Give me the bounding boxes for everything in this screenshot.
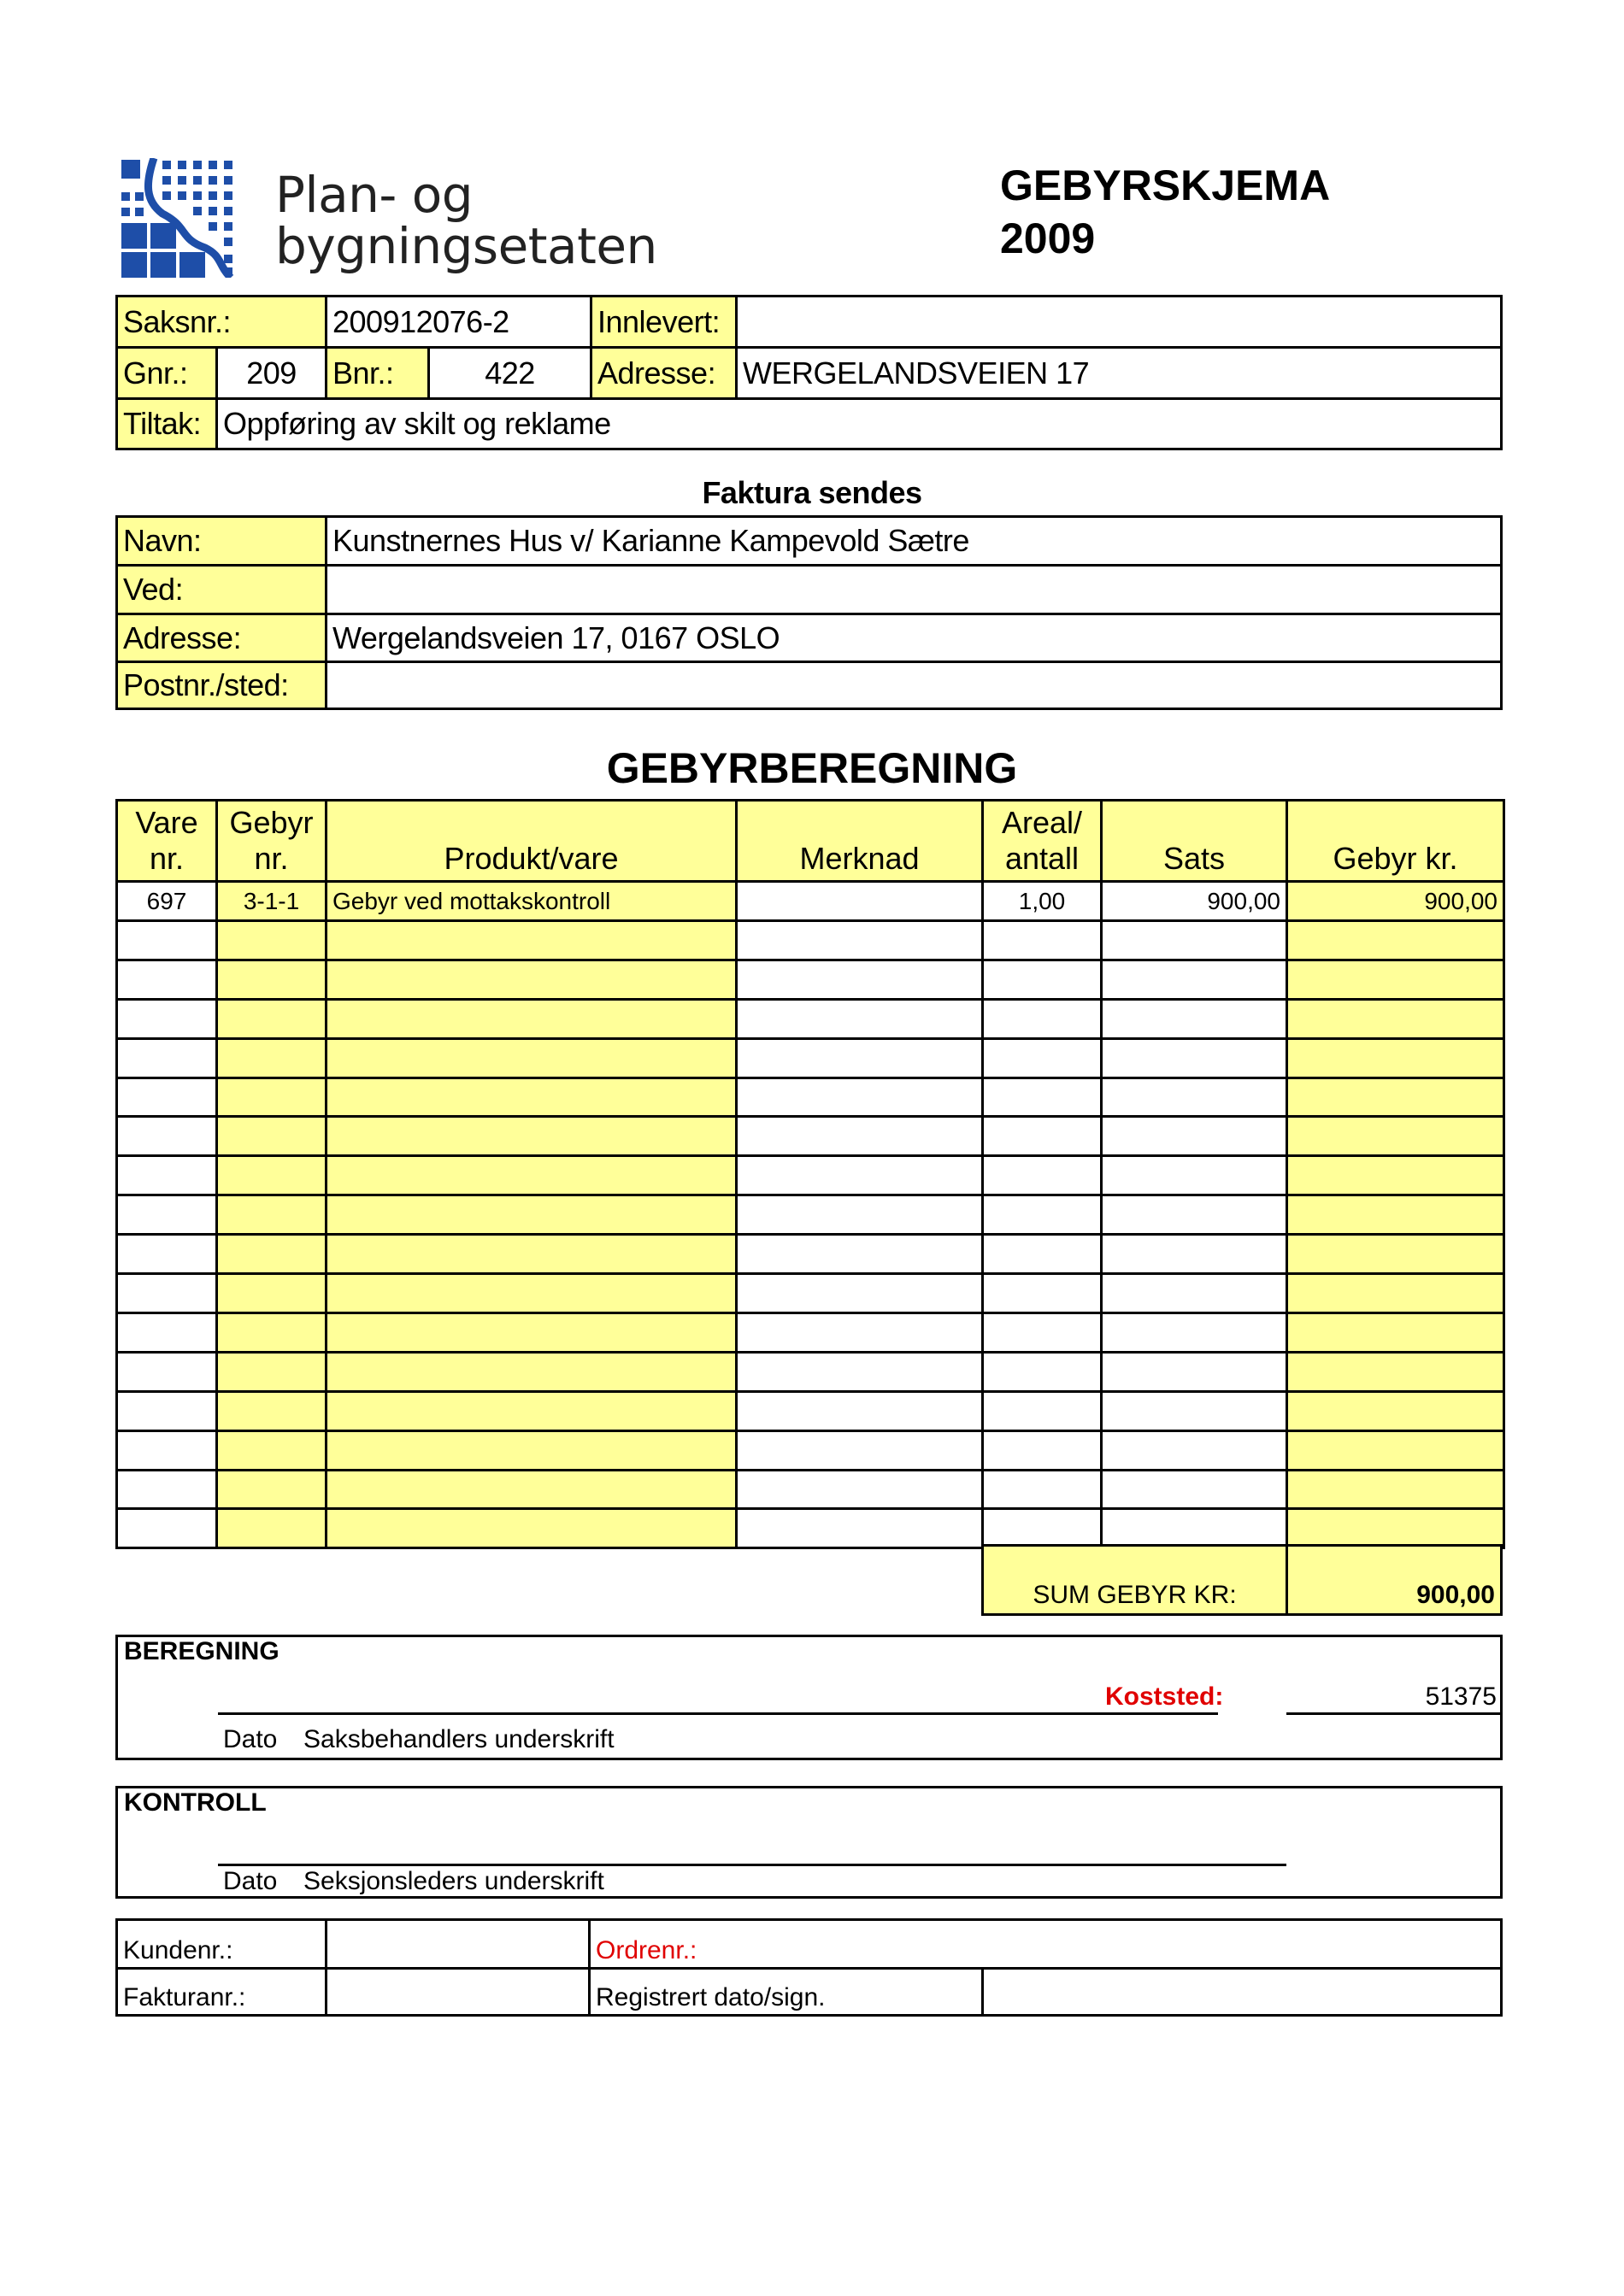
beregning-dato-label: Dato	[223, 1725, 278, 1753]
cell-produkt-vare[interactable]	[325, 1351, 738, 1393]
cell-sats[interactable]	[1100, 959, 1288, 1001]
cell-vare-nr[interactable]	[115, 1390, 218, 1432]
cell-vare-nr[interactable]	[115, 1077, 218, 1118]
cell-sats[interactable]	[1100, 1037, 1288, 1079]
cell-areal-antall[interactable]	[981, 1233, 1103, 1275]
cell-sats[interactable]	[1100, 1233, 1288, 1275]
kontroll-box	[115, 1786, 1503, 1899]
cell-gebyr-nr[interactable]	[215, 1351, 327, 1393]
cell-gebyr-kr	[1286, 1351, 1505, 1393]
column-header-gebyr-kr	[1286, 799, 1505, 883]
ved-label: Ved:	[115, 564, 327, 615]
ordrenr-label: Ordrenr.:	[588, 1918, 1503, 1970]
cell-sats[interactable]	[1100, 1507, 1288, 1549]
cell-merknad[interactable]	[735, 1390, 984, 1432]
cell-merknad[interactable]	[735, 998, 984, 1040]
cell-gebyr-nr[interactable]	[215, 1272, 327, 1314]
cell-gebyr-kr	[1286, 1469, 1505, 1510]
cell-sats[interactable]	[1100, 1390, 1288, 1432]
adresse-field[interactable]: WERGELANDSVEIEN 17	[735, 346, 1503, 400]
column-header-areal-antall	[981, 799, 1103, 883]
cell-sats[interactable]: 900,00	[1100, 880, 1288, 922]
cell-gebyr-kr	[1286, 1077, 1505, 1118]
fee-calculation-title: GEBYRBEREGNING	[606, 744, 1018, 792]
column-header-merknad	[735, 799, 984, 883]
invoice-section-title: Faktura sendes	[702, 475, 922, 510]
sum-value: 900,00	[1286, 1544, 1503, 1616]
cell-areal-antall[interactable]	[981, 1037, 1103, 1079]
koststed-value[interactable]: 51375	[1425, 1682, 1497, 1711]
cell-gebyr-kr	[1286, 959, 1505, 1001]
cell-vare-nr[interactable]	[115, 1154, 218, 1196]
column-header-line2: Produkt/vare	[444, 841, 619, 876]
registrert-label: Registrert dato/sign.	[588, 1967, 984, 2017]
invoice-adresse-field[interactable]: Wergelandsveien 17, 0167 OSLO	[325, 613, 1503, 663]
cell-areal-antall[interactable]	[981, 1312, 1103, 1354]
cell-produkt-vare[interactable]	[325, 1115, 738, 1157]
cell-produkt-vare[interactable]	[325, 959, 738, 1001]
cell-vare-nr[interactable]	[115, 1272, 218, 1314]
cell-gebyr-kr	[1286, 1037, 1505, 1079]
cell-vare-nr[interactable]	[115, 959, 218, 1001]
cell-vare-nr[interactable]	[115, 1037, 218, 1079]
cell-produkt-vare[interactable]	[325, 1507, 738, 1549]
cell-gebyr-kr	[1286, 1115, 1505, 1157]
logo-line2: bygningsetaten	[275, 217, 657, 275]
cell-produkt-vare[interactable]	[325, 1037, 738, 1079]
gnr-label: Gnr.:	[115, 346, 218, 400]
cell-gebyr-nr[interactable]	[215, 1077, 327, 1118]
adresse-label: Adresse:	[590, 346, 738, 400]
cell-produkt-vare[interactable]	[325, 1233, 738, 1275]
cell-areal-antall[interactable]	[981, 1077, 1103, 1118]
cell-areal-antall[interactable]	[981, 1469, 1103, 1510]
column-header-line1: Areal/	[1001, 805, 1083, 840]
cell-merknad[interactable]	[735, 1077, 984, 1118]
plan-og-bygningsetaten-grid-icon	[120, 158, 248, 278]
postnr-sted-label: Postnr./sted:	[115, 661, 327, 710]
cell-areal-antall[interactable]	[981, 1115, 1103, 1157]
cell-merknad[interactable]	[735, 1037, 984, 1079]
cell-sats[interactable]	[1100, 1077, 1288, 1118]
cell-merknad[interactable]	[735, 1469, 984, 1510]
cell-vare-nr[interactable]: 697	[115, 880, 218, 922]
kontroll-dato-label: Dato	[223, 1867, 278, 1895]
cell-gebyr-nr[interactable]	[215, 1390, 327, 1432]
cell-vare-nr[interactable]	[115, 1351, 218, 1393]
cell-sats[interactable]	[1100, 1115, 1288, 1157]
cell-produkt-vare[interactable]	[325, 1390, 738, 1432]
saksbehandler-signature-label: Saksbehandlers underskrift	[303, 1725, 615, 1753]
cell-gebyr-kr	[1286, 1272, 1505, 1314]
form-year: 2009	[1000, 214, 1096, 262]
cell-sats[interactable]	[1100, 1194, 1288, 1236]
cell-areal-antall[interactable]	[981, 919, 1103, 961]
column-header-line2: Merknad	[799, 841, 920, 876]
navn-field[interactable]: Kunstnernes Hus v/ Karianne Kampevold Sætre	[325, 515, 1503, 567]
registrert-field[interactable]	[981, 1967, 1503, 2017]
innlevert-label: Innlevert:	[590, 295, 738, 349]
ved-field[interactable]	[325, 564, 1503, 615]
cell-gebyr-nr[interactable]	[215, 1194, 327, 1236]
cell-produkt-vare[interactable]	[325, 998, 738, 1040]
column-header-sats	[1100, 799, 1288, 883]
cell-merknad[interactable]	[735, 880, 984, 922]
cell-gebyr-nr[interactable]	[215, 1312, 327, 1354]
cell-merknad[interactable]	[735, 1351, 984, 1393]
kontroll-title: KONTROLL	[124, 1788, 267, 1817]
cell-merknad[interactable]	[735, 1272, 984, 1314]
cell-produkt-vare[interactable]	[325, 1272, 738, 1314]
fakturanr-field[interactable]	[325, 1967, 591, 2017]
cell-areal-antall[interactable]	[981, 1194, 1103, 1236]
saksnr-label: Saksnr.:	[115, 295, 327, 349]
cell-gebyr-kr	[1286, 1430, 1505, 1471]
cell-gebyr-nr[interactable]: 3-1-1	[215, 880, 327, 922]
form-title: GEBYRSKJEMA	[1000, 161, 1331, 209]
cell-produkt-vare[interactable]	[325, 1469, 738, 1510]
saksbehandler-signature-line[interactable]	[218, 1712, 1218, 1715]
cell-gebyr-nr[interactable]	[215, 1115, 327, 1157]
seksjonsleder-signature-label: Seksjonsleders underskrift	[303, 1867, 604, 1895]
cell-vare-nr[interactable]	[115, 1115, 218, 1157]
kundenr-field[interactable]	[325, 1918, 591, 1970]
cell-areal-antall[interactable]	[981, 1390, 1103, 1432]
cell-gebyr-nr[interactable]	[215, 1154, 327, 1196]
cell-gebyr-kr	[1286, 1154, 1505, 1196]
invoice-adresse-label: Adresse:	[115, 613, 327, 663]
cell-gebyr-nr[interactable]	[215, 998, 327, 1040]
cell-merknad[interactable]	[735, 1154, 984, 1196]
cell-gebyr-kr	[1286, 1312, 1505, 1354]
cell-vare-nr[interactable]	[115, 1507, 218, 1549]
cell-merknad[interactable]	[735, 1430, 984, 1471]
kundenr-label: Kundenr.:	[115, 1918, 327, 1970]
cell-vare-nr[interactable]	[115, 1312, 218, 1354]
cell-gebyr-kr	[1286, 1390, 1505, 1432]
column-header-produkt-vare	[325, 799, 738, 883]
cell-areal-antall[interactable]	[981, 1430, 1103, 1471]
cell-sats[interactable]	[1100, 1469, 1288, 1510]
fakturanr-label: Fakturanr.:	[115, 1967, 327, 2017]
cell-sats[interactable]	[1100, 919, 1288, 961]
koststed-label: Koststed:	[1105, 1682, 1224, 1711]
cell-sats[interactable]	[1100, 1272, 1288, 1314]
cell-produkt-vare[interactable]: Gebyr ved mottakskontroll	[325, 880, 738, 922]
cell-gebyr-kr	[1286, 1507, 1505, 1549]
postnr-sted-field[interactable]	[325, 661, 1503, 710]
cell-gebyr-kr	[1286, 1194, 1505, 1236]
bnr-label: Bnr.:	[325, 346, 430, 400]
seksjonsleder-signature-line[interactable]	[218, 1864, 1286, 1866]
cell-gebyr-nr[interactable]	[215, 1233, 327, 1275]
cell-gebyr-kr	[1286, 1233, 1505, 1275]
cell-areal-antall[interactable]	[981, 998, 1103, 1040]
cell-merknad[interactable]	[735, 1233, 984, 1275]
cell-sats[interactable]	[1100, 998, 1288, 1040]
cell-gebyr-kr	[1286, 998, 1505, 1040]
cell-vare-nr[interactable]	[115, 1194, 218, 1236]
cell-gebyr-nr[interactable]	[215, 1469, 327, 1510]
cell-merknad[interactable]	[735, 959, 984, 1001]
gnr-field[interactable]: 209	[215, 346, 327, 400]
cell-produkt-vare[interactable]	[325, 1312, 738, 1354]
cell-vare-nr[interactable]	[115, 1430, 218, 1471]
cell-merknad[interactable]	[735, 1194, 984, 1236]
cell-sats[interactable]	[1100, 1351, 1288, 1393]
sum-label: SUM GEBYR KR:	[981, 1544, 1288, 1616]
cell-merknad[interactable]	[735, 1507, 984, 1549]
cell-areal-antall[interactable]: 1,00	[981, 880, 1103, 922]
cell-areal-antall[interactable]	[981, 1154, 1103, 1196]
column-header-line2: nr.	[254, 841, 289, 876]
cell-sats[interactable]	[1100, 1312, 1288, 1354]
tiltak-label: Tiltak:	[115, 397, 218, 450]
cell-areal-antall[interactable]	[981, 1351, 1103, 1393]
cell-gebyr-nr[interactable]	[215, 1037, 327, 1079]
beregning-title: BEREGNING	[124, 1637, 279, 1665]
cell-produkt-vare[interactable]	[325, 1077, 738, 1118]
column-header-gebyr-nr	[215, 799, 327, 883]
cell-vare-nr[interactable]	[115, 919, 218, 961]
cell-vare-nr[interactable]	[115, 1469, 218, 1510]
cell-areal-antall[interactable]	[981, 1507, 1103, 1549]
cell-vare-nr[interactable]	[115, 1233, 218, 1275]
cell-produkt-vare[interactable]	[325, 1154, 738, 1196]
koststed-line	[1286, 1712, 1503, 1715]
column-header-line1: Vare	[135, 805, 198, 840]
column-header-line2: Gebyr kr.	[1333, 841, 1458, 876]
cell-produkt-vare[interactable]	[325, 1194, 738, 1236]
column-header-vare-nr	[115, 799, 218, 883]
cell-merknad[interactable]	[735, 1312, 984, 1354]
innlevert-field[interactable]	[735, 295, 1503, 349]
cell-merknad[interactable]	[735, 1115, 984, 1157]
logo-line1: Plan- og	[275, 166, 474, 224]
cell-gebyr-kr: 900,00	[1286, 880, 1505, 922]
cell-gebyr-nr[interactable]	[215, 1507, 327, 1549]
cell-produkt-vare[interactable]	[325, 1430, 738, 1471]
column-header-line2: nr.	[149, 841, 185, 876]
cell-gebyr-nr[interactable]	[215, 959, 327, 1001]
cell-areal-antall[interactable]	[981, 1272, 1103, 1314]
saksnr-field[interactable]: 200912076-2	[325, 295, 592, 349]
cell-areal-antall[interactable]	[981, 959, 1103, 1001]
cell-gebyr-nr[interactable]	[215, 919, 327, 961]
column-header-line1: Gebyr	[229, 805, 314, 840]
cell-gebyr-kr	[1286, 919, 1505, 961]
cell-gebyr-nr[interactable]	[215, 1430, 327, 1471]
cell-sats[interactable]	[1100, 1430, 1288, 1471]
cell-produkt-vare[interactable]	[325, 919, 738, 961]
column-header-line2: Sats	[1162, 841, 1226, 876]
bnr-field[interactable]: 422	[427, 346, 592, 400]
cell-merknad[interactable]	[735, 919, 984, 961]
cell-sats[interactable]	[1100, 1154, 1288, 1196]
tiltak-field[interactable]: Oppføring av skilt og reklame	[215, 397, 1503, 450]
column-header-line2: antall	[1004, 841, 1080, 876]
cell-vare-nr[interactable]	[115, 998, 218, 1040]
beregning-box	[115, 1635, 1503, 1760]
navn-label: Navn:	[115, 515, 327, 567]
